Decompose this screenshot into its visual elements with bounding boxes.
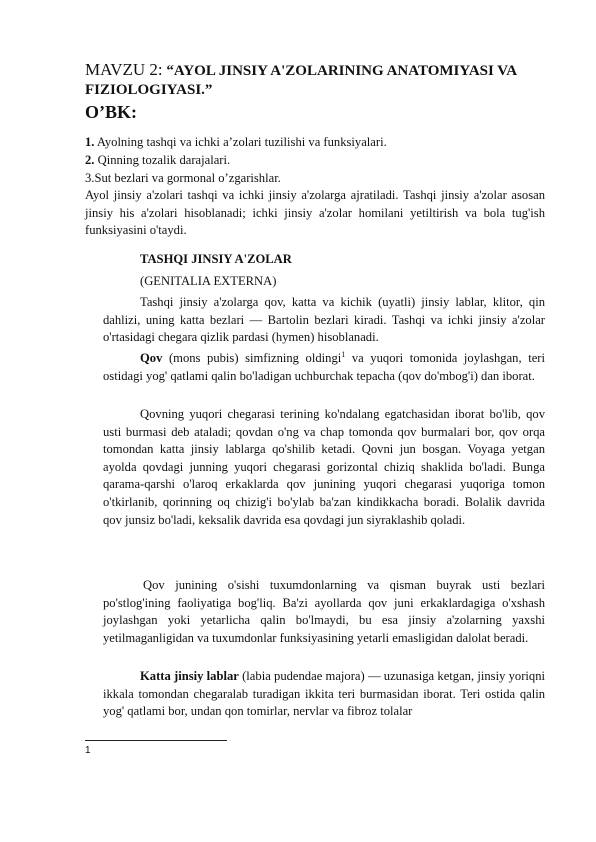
objectives-list — [85, 133, 545, 187]
objective-text: 3.Sut bezlari va gormonal o’zgarishlar. — [85, 171, 281, 185]
objective-item — [85, 169, 545, 187]
footnote-ref[interactable]: 1 — [341, 349, 346, 359]
paragraph-text: (mons pubis) simfizning oldingi — [162, 351, 342, 365]
footnote-number: 1 — [85, 745, 91, 756]
term-labia-majora: Katta jinsiy lablar — [140, 669, 239, 683]
title-text: “AYOL JINSIY A'ZOLARINING ANATOMIYASI VA FIZIOLOGIYASI.” — [85, 63, 517, 98]
document-title — [85, 60, 545, 100]
title-lead: MAVZU 2: — [85, 60, 163, 79]
paragraph-mons-pubis — [103, 350, 545, 385]
footnote-divider — [85, 740, 227, 741]
intro-paragraph: Ayol jinsiy a'zolari tashqi va ichki jinsiy a'zolarga ajratiladi. Tashqi jinsiy a'zolar asosan jinsiy his a'zolari hisoblanadi; ichki jinsiy a'zolar homilani yetiltirish va bola tug'ish funksiyasini o'taydi. — [85, 188, 545, 238]
objective-item — [85, 133, 545, 151]
objective-number: 1. — [85, 135, 95, 149]
term-qov: Qov — [140, 351, 163, 365]
objective-text: Ayolning tashqi va ichki a’zolari tuzilishi va funksiyalari. — [94, 135, 387, 149]
paragraph-external-organs: Tashqi jinsiy a'zolarga qov, katta va kichik (uyatli) jinsiy lablar, klitor, qin dahlizi, uning katta bezlari — Bartolin bezlari kiradi. Tashqi va ichki jinsiy a'zolar o'rtasidagi chegara qizlik pardasi (hymen) hisoblanadi. — [103, 295, 545, 345]
objective-text: Qinning tozalik darajalari. — [94, 153, 231, 167]
section-subheading: (GENITALIA EXTERNA) — [140, 274, 277, 288]
paragraph-text: va yuqori tomonida joylashgan, teri ostidagi yog' qatlami qalin bo'ladigan uchburchak tepacha (qov do'mbog'i) dan iborat. — [103, 351, 545, 383]
paragraph-labia-majora — [103, 668, 545, 721]
paragraph-hair-growth: Qov junining o'sishi tuxumdonlarning va qisman buyrak usti bezlari po'stlog'ining faoliyatiga bog'liq. Ba'zi ayollarda qov juni erkaklardagiga o'xshash joylashgan yoki yetarlicha qalin bo'lmaydi, bu esa jinsiy a'zolarning yaxshi yetilmaganligidan va tuxumdonlar funksiyasining yetarli emasligidan dalolat beradi. — [103, 578, 545, 645]
section-heading: TASHQI JINSIY A'ZOLAR — [140, 252, 292, 266]
paragraph-pubic-border: Qovning yuqori chegarasi terining ko'ndalang egatchasidan iborat bo'lib, qov usti burmasi deb ataladi; qovdan o'ng va chap tomonda qov burmalari bor, qov orqa tomondan katta jinsiy lablarga qo'shilib ketadi. Qovni jun bosgan. Voyaga yetgan ayolda qovdagi junning yuqori chegarasi gorizontal chiziq shaklida bo'ladi. Bunga qarama-qarshi o'laroq erkaklarda qov junining yuqori chegarasi yuqoriga tomon o'tkirlanib, qorinning oq chizig'i bo'ylab ba'zan kindikkacha boradi. Bolalik davrida qov junsiz bo'ladi, keksalik davrida esa qovdagi jun siyraklashib qoladi. — [103, 407, 545, 527]
paragraph-text: (labia pudendae majora) — uzunasiga ketgan, jinsiy yoriqni ikkala tomondan chegaralab turadigan ikkita teri burmasidan iborat. Teri ostida qalin yog' qatlami bor, undan qon tomirlar, nervlar va fibroz tolalar — [103, 669, 545, 719]
objective-number: 2. — [85, 153, 95, 167]
objective-item — [85, 151, 545, 169]
objectives-heading: O’BK: — [85, 102, 137, 122]
